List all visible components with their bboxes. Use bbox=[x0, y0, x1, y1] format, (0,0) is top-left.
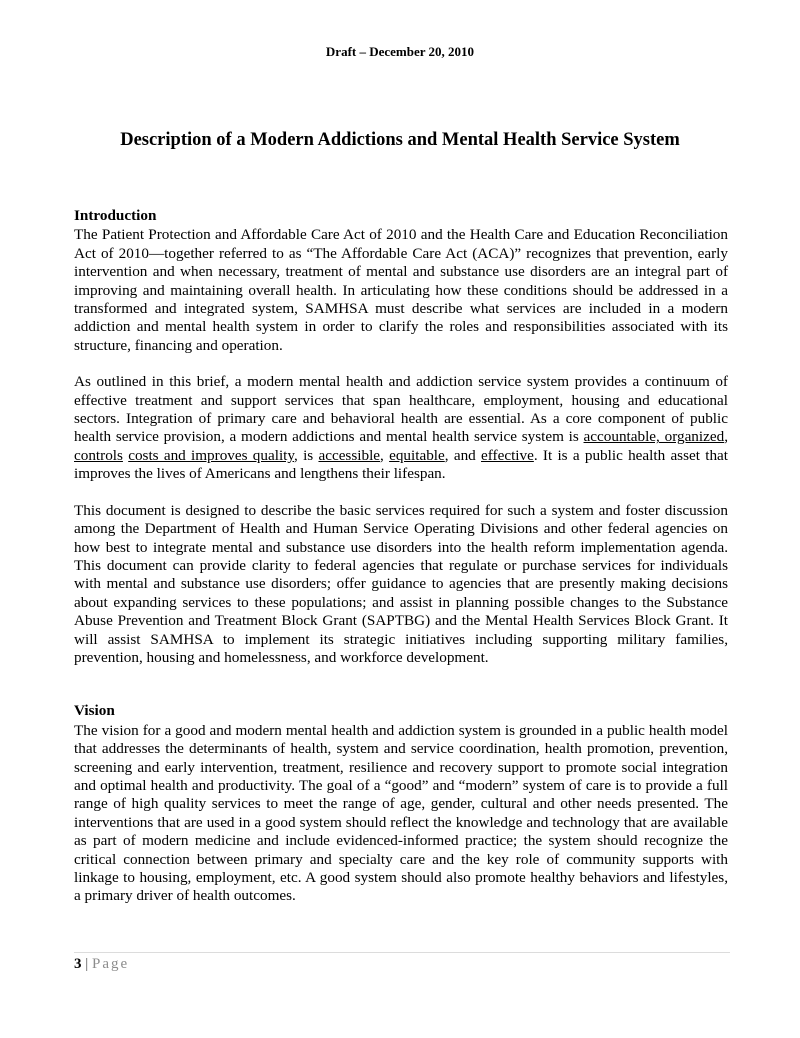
p2-sep-5: , and bbox=[444, 446, 482, 464]
intro-paragraph-3: This document is designed to describe the basic services required for such a system and foster discussion among the Department of Health and Human Service Operating Divisions and other federal agencies on how best to integrate mental and substance use disorders into the health reform implementation agenda. This document can provide clarity to federal agencies that regulate or purchase services for individuals with mental and substance use disorders; offer guidance to agencies that are presently making decisions about expanding services to these populations; and assist in planning possible changes to the Substance Abuse Prevention and Treatment Block Grant (SAPTBG) and the Mental Health Services Block Grant. It will assist SAMHSA to implement its strategic initiatives including supporting military families, prevention, housing and homelessness, and workforce development. bbox=[74, 501, 728, 666]
footer-divider bbox=[74, 952, 730, 953]
vision-heading: Vision bbox=[74, 702, 115, 720]
p2-text-2: . It is a public health asset that improves the lives of Americans and lengthens their lifespan. bbox=[74, 446, 728, 483]
page-footer bbox=[74, 956, 129, 973]
underlined-effective: effective bbox=[481, 446, 534, 464]
introduction-heading: Introduction bbox=[74, 207, 157, 224]
p2-sep-4: , bbox=[380, 446, 390, 464]
vision-paragraph-1: The vision for a good and modern mental health and addiction system is grounded in a public health model that addresses the determinants of health, system and service coordination, health promotion, prevention, screening and early intervention, treatment, resilience and recovery support to promote social integration and optimal health and productivity. The goal of a “good” and “modern” system of care is to provide a full range of high quality services to meet the range of age, gender, cultural and other needs presented. The interventions that are used in a good system should reflect the knowledge and technology that are available as part of modern medicine and include evidenced-informed practice; the system should recognize the critical connection between primary and specialty care and the key role of community supports with linkage to housing, employment, etc. A good system should also promote healthy behaviors and lifestyles, a primary driver of health outcomes. bbox=[74, 721, 728, 905]
underlined-accessible: accessible bbox=[318, 446, 381, 464]
underlined-equitable: equitable bbox=[389, 446, 445, 464]
draft-header: Draft – December 20, 2010 bbox=[325, 44, 475, 59]
underlined-accountable-organized: accountable, organized bbox=[583, 428, 725, 446]
underlined-costs-quality: costs and improves quality bbox=[128, 446, 295, 464]
p2-sep-3: , is bbox=[294, 446, 319, 464]
page-label: Page bbox=[92, 956, 130, 972]
intro-paragraph-2 bbox=[74, 373, 728, 483]
page-separator: | bbox=[85, 956, 89, 972]
p2-text-1: As outlined in this brief, a modern mental health and addiction service system provides a continuum of effective treatment and support services that span healthcare, employment, housing and educational sectors. Integration of primary care and behavioral health are essential. As a core component of public health service provision, a modern addictions and mental health service system is bbox=[74, 373, 728, 446]
document-title: Description of a Modern Addictions and Mental Health Service System bbox=[120, 130, 680, 150]
page-number: 3 bbox=[74, 956, 82, 972]
underlined-controls: controls bbox=[74, 446, 123, 464]
intro-paragraph-1: The Patient Protection and Affordable Care Act of 2010 and the Health Care and Education Reconciliation Act of 2010—together referred to as “The Affordable Care Act (ACA)” recognizes that prevention, early intervention and when necessary, treatment of mental and substance use disorders are an integral part of improving and maintaining overall health. In articulating how these conditions should be addressed in a transformed and integrated system, SAMHSA must describe what services are included in a modern addiction and mental health system in order to clarify the roles and responsibilities associated with its structure, financing and operation. bbox=[74, 226, 728, 354]
p2-sep-1: , bbox=[724, 428, 728, 446]
document-body bbox=[74, 207, 728, 906]
